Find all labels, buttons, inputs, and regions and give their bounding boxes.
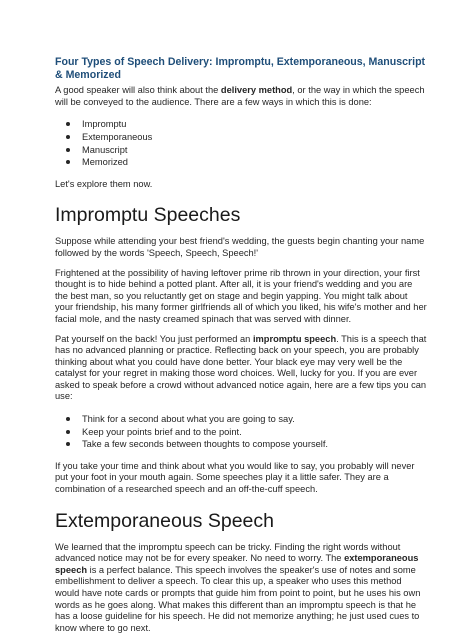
list-item-label: Think for a second about what you are going to say. bbox=[82, 414, 295, 425]
section-heading-speech-delivery: Four Types of Speech Delivery: Impromptu, Extemporaneous, Manuscript & Memorized bbox=[55, 56, 426, 81]
list-item-label: Manuscript bbox=[82, 144, 128, 155]
list-item-label: Extemporaneous bbox=[82, 131, 153, 142]
extemporaneous-paragraph-1 bbox=[55, 542, 427, 634]
list-item-label: Keep your points brief and to the point. bbox=[82, 426, 242, 437]
extemporaneous-text-pre: We learned that the impromptu speech can be tricky. Finding the right words without advanced notice may not be for every speaker. No need to worry. The bbox=[55, 541, 401, 564]
bullet-icon bbox=[66, 135, 70, 139]
impromptu-paragraph-1: Suppose while attending your best friend's wedding, the guests begin chanting your name followed by the words 'Speech, Speech, Speech!' bbox=[55, 236, 425, 258]
list-item bbox=[55, 438, 427, 451]
list-item bbox=[55, 156, 427, 169]
intro-paragraph bbox=[55, 85, 427, 108]
list-item-label: Memorized bbox=[82, 157, 128, 168]
extemporaneous-text-post: is a perfect balance. This speech involves the speaker's use of notes and some embellishment to deliver a speech. To clear this up, a speaker who uses this method would have note cards or prompts that guide him from point to point, but he uses his own words as he goes along. What makes this different than an impromptu speech is that he has a loose guideline for his speech. He did not memorize anything; he just used cues to know where to go next. bbox=[55, 564, 421, 633]
document-body bbox=[55, 56, 427, 634]
impromptu-paragraph-3 bbox=[55, 334, 427, 404]
list-item-label: Impromptu bbox=[82, 119, 127, 130]
list-item-label: Take a few seconds between thoughts to compose yourself. bbox=[82, 439, 328, 450]
list-item bbox=[55, 426, 427, 439]
bullet-icon bbox=[66, 442, 70, 446]
delivery-types-list bbox=[55, 118, 427, 168]
impromptu-text-pre: Pat yourself on the back! You just performed an bbox=[55, 333, 253, 344]
impromptu-heading: Impromptu Speeches bbox=[55, 204, 241, 227]
explore-paragraph: Let's explore them now. bbox=[55, 178, 153, 189]
impromptu-paragraph-4: If you take your time and think about what you would like to say, you probably will never put your foot in your mouth again. Some speeches play it a little safer. They are a combination of a researched speech and an off-the-cuff speech. bbox=[55, 460, 415, 495]
impromptu-text-post: . This is a speech that has no advanced planning or practice. Reflecting back on your speech, you are probably thinking about what you could have done better. Your black eye may very well be the catalyst for your regret in making those word choices. Well, lucky for you. If you are ever asked to speak before a crowd without advanced notice again, here are a few tips you can use: bbox=[55, 333, 427, 402]
list-item bbox=[55, 131, 427, 144]
extemporaneous-heading: Extemporaneous Speech bbox=[55, 509, 274, 532]
list-item bbox=[55, 413, 427, 426]
bullet-icon bbox=[66, 160, 70, 164]
impromptu-tips-list bbox=[55, 413, 427, 451]
bullet-icon bbox=[66, 417, 70, 421]
bullet-icon bbox=[66, 430, 70, 434]
bullet-icon bbox=[66, 148, 70, 152]
impromptu-paragraph-2: Frightened at the possibility of having leftover prime rib thrown in your direction, your first thought is to hide behind a potted plant. After all, it is your friend's wedding and you are the best man, so you reluctantly get on stage and begin yapping. You might talk about your friendship, his many former girlfriends all of which you liked, his wife's mother and her facial mole, and the nasty creamed spinach that was served with dinner. bbox=[55, 267, 427, 324]
intro-text-pre: A good speaker will also think about the bbox=[55, 85, 221, 96]
intro-bold-term: delivery method bbox=[220, 85, 293, 96]
list-item bbox=[55, 118, 427, 131]
list-item bbox=[55, 144, 427, 157]
impromptu-bold-term: impromptu speech bbox=[252, 333, 337, 344]
extemporaneous-bold-term: extemporaneous speech bbox=[55, 553, 419, 575]
intro-text-post: , or the way in which the speech will be conveyed to the audience. There are a few ways in which this is done: bbox=[55, 85, 425, 107]
bullet-icon bbox=[66, 122, 70, 126]
